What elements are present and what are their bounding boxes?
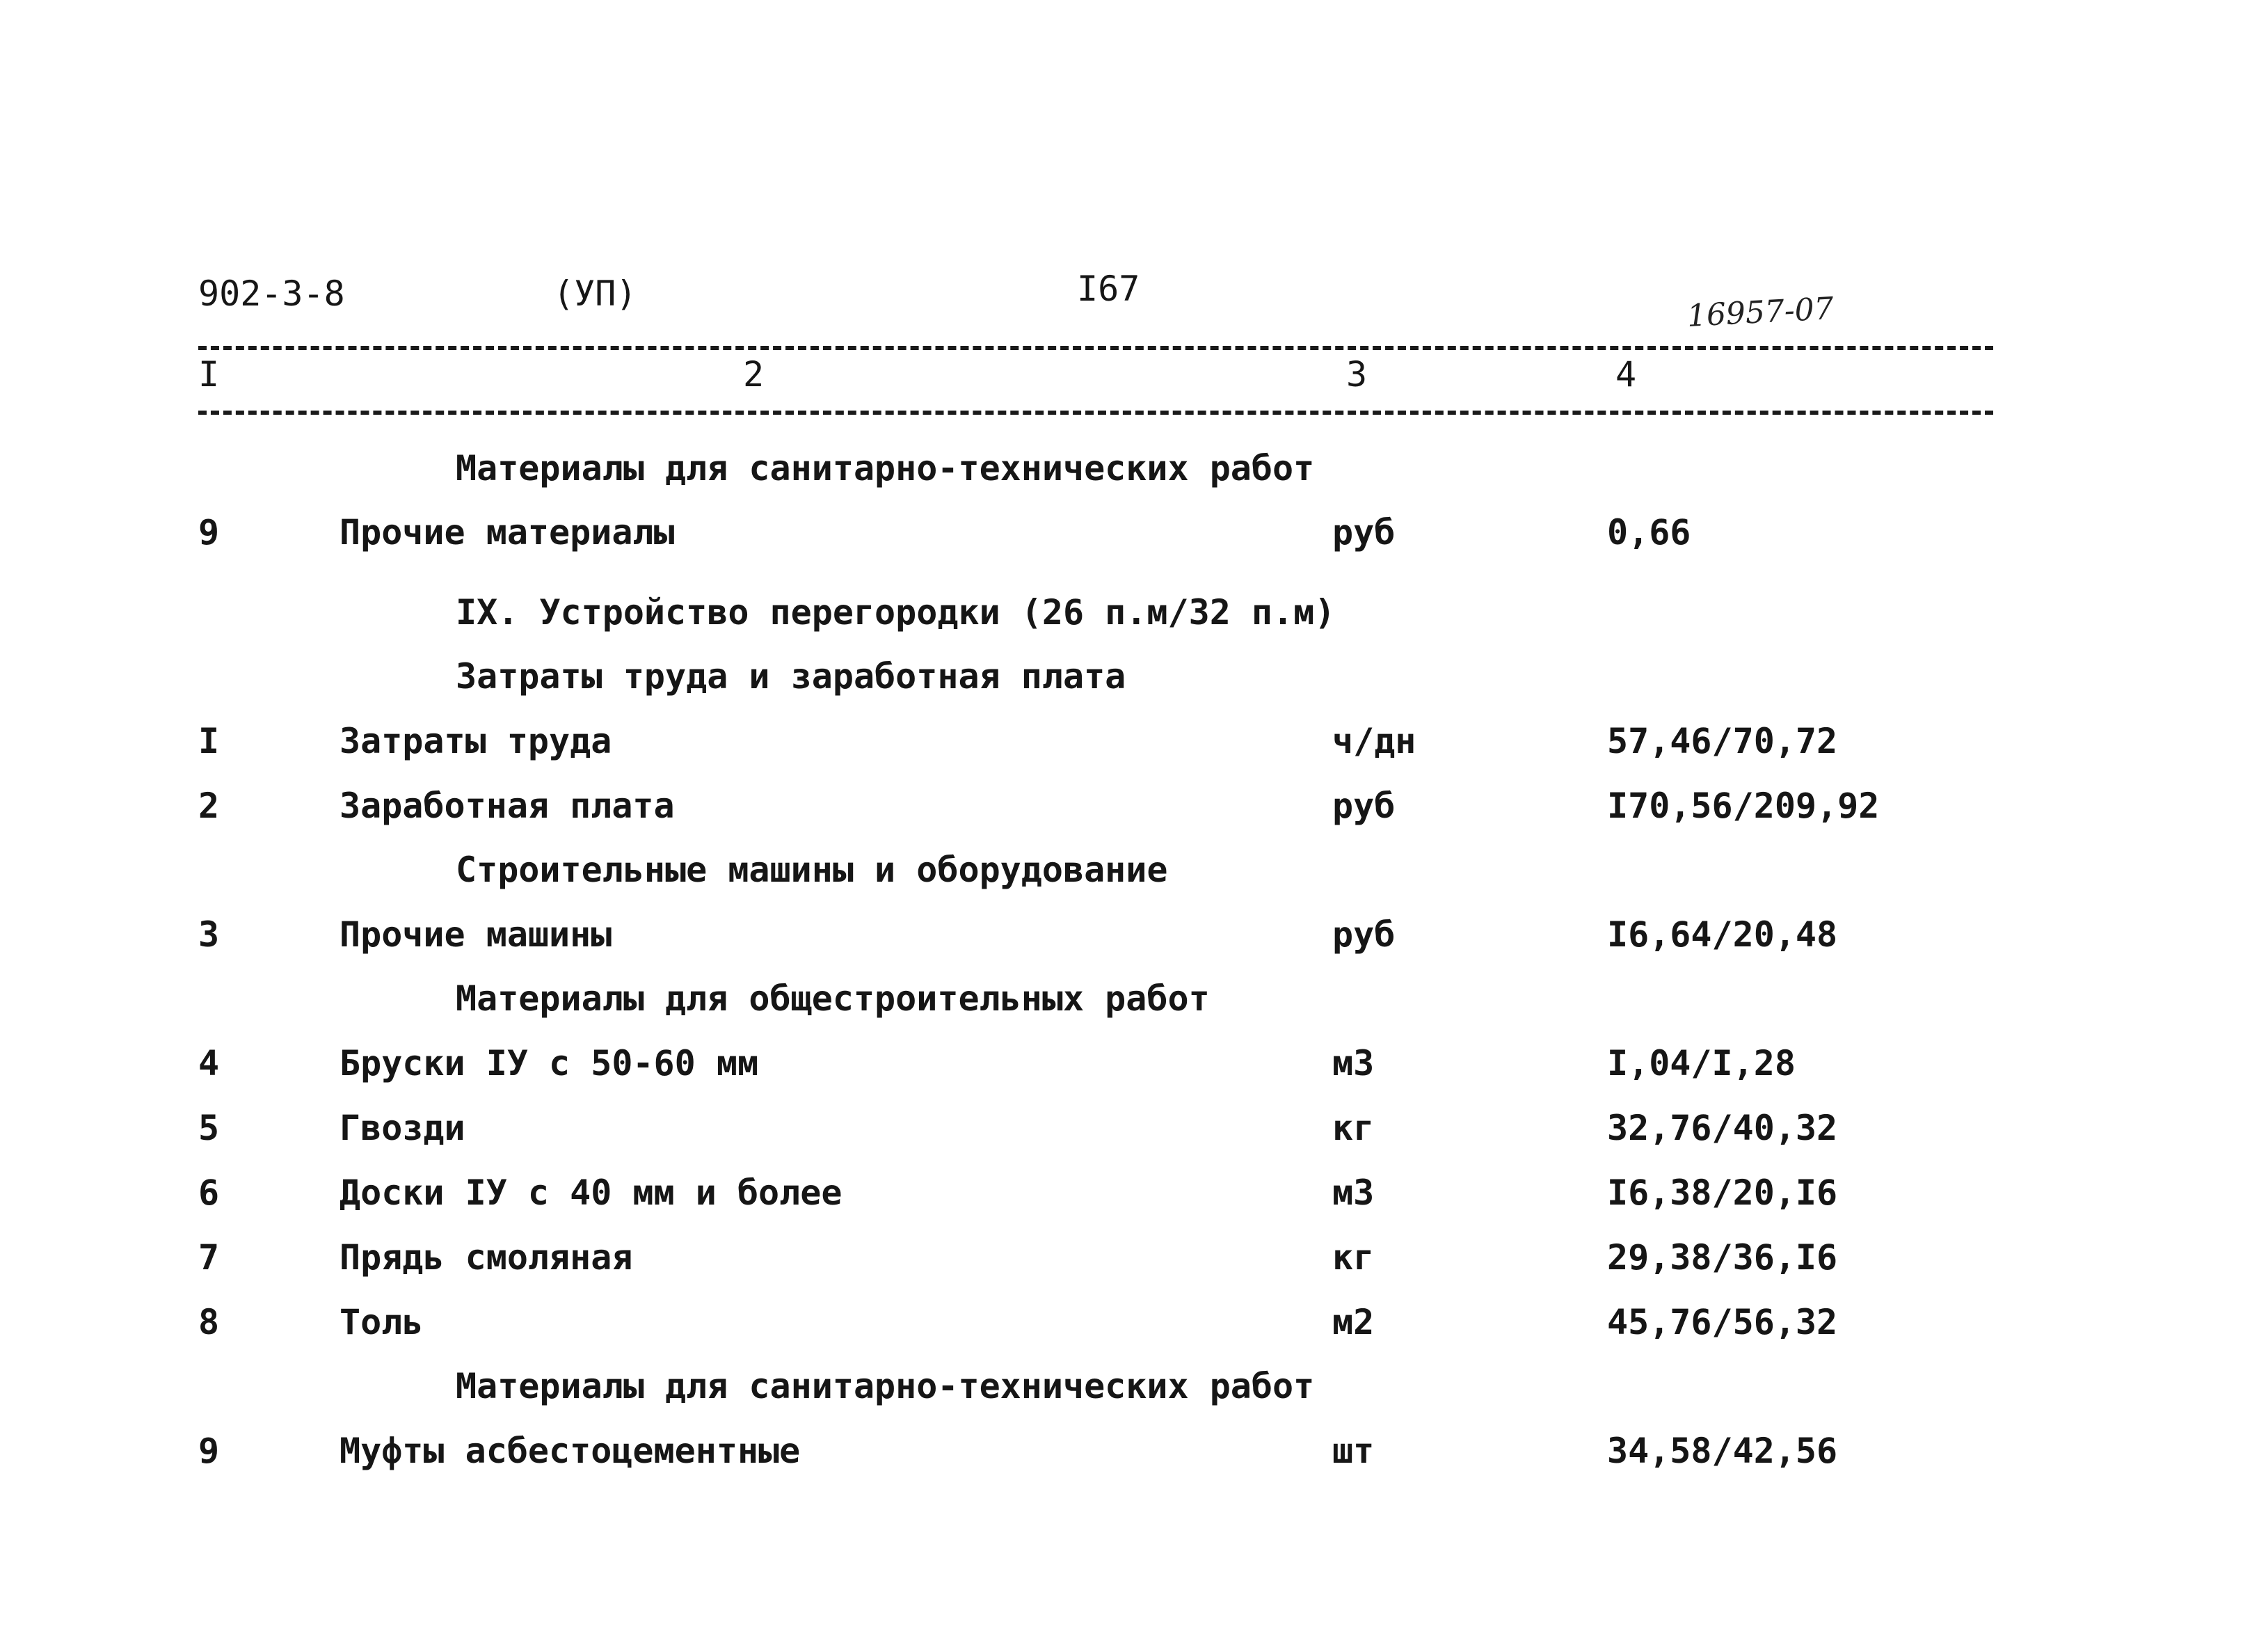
- row-value: I6,38/20,I6: [1607, 1173, 1838, 1213]
- row-value: 34,58/42,56: [1607, 1431, 1838, 1471]
- row-value: 45,76/56,32: [1607, 1302, 1838, 1342]
- album-number: (УП): [553, 273, 637, 314]
- section-title: Материалы для общестроительных работ: [456, 978, 1210, 1019]
- row-name: Прочие материалы: [340, 512, 675, 553]
- row-value: I70,56/209,92: [1607, 786, 1880, 826]
- doc-code: 902-3-8: [198, 273, 345, 314]
- column-header-3: 3: [1346, 354, 1368, 395]
- row-unit: кг: [1332, 1108, 1375, 1148]
- handwritten-reference: 16957-07: [1686, 291, 1835, 334]
- column-header-bottom-rule: [198, 411, 1993, 415]
- row-name: Прочие машины: [340, 914, 612, 955]
- row-unit: шт: [1332, 1431, 1375, 1471]
- row-value: I6,64/20,48: [1607, 914, 1838, 955]
- row-number: 9: [198, 512, 220, 553]
- row-number: I: [198, 721, 220, 761]
- row-unit: м3: [1332, 1173, 1375, 1213]
- row-unit: руб: [1332, 786, 1396, 826]
- row-number: 7: [198, 1237, 220, 1278]
- row-number: 8: [198, 1302, 220, 1342]
- row-name: Толь: [340, 1302, 424, 1342]
- column-header-4: 4: [1615, 354, 1637, 395]
- section-title: Материалы для санитарно-технических работ: [456, 448, 1315, 489]
- row-number: 5: [198, 1108, 220, 1148]
- row-name: Муфты асбестоцементные: [340, 1431, 801, 1471]
- row-unit: м2: [1332, 1302, 1375, 1342]
- section-heading-ix: IX. Устройство перегородки (26 п.м/32 п.м): [456, 592, 1336, 633]
- row-number: 3: [198, 914, 220, 955]
- row-unit: руб: [1332, 914, 1396, 955]
- row-unit: кг: [1332, 1237, 1375, 1278]
- row-number: 4: [198, 1043, 220, 1083]
- row-name: Прядь смоляная: [340, 1237, 633, 1278]
- row-value: 32,76/40,32: [1607, 1108, 1838, 1148]
- row-name: Доски IУ с 40 мм и более: [340, 1173, 842, 1213]
- section-title: Затраты труда и заработная плата: [456, 656, 1126, 697]
- row-value: 57,46/70,72: [1607, 721, 1838, 761]
- row-value: 0,66: [1607, 512, 1691, 553]
- row-number: 6: [198, 1173, 220, 1213]
- row-number: 9: [198, 1431, 220, 1471]
- row-value: 29,38/36,I6: [1607, 1237, 1838, 1278]
- row-value: I,04/I,28: [1607, 1043, 1796, 1083]
- section-title: Строительные машины и оборудование: [456, 850, 1168, 890]
- page-number: I67: [1077, 269, 1140, 309]
- row-unit: руб: [1332, 512, 1396, 553]
- row-unit: ч/дн: [1332, 721, 1416, 761]
- column-header-top-rule: [198, 346, 1993, 350]
- column-header-1: I: [198, 354, 220, 395]
- column-header-2: 2: [743, 354, 765, 395]
- row-name: Гвозди: [340, 1108, 465, 1148]
- row-name: Затраты труда: [340, 721, 612, 761]
- row-name: Заработная плата: [340, 786, 675, 826]
- row-unit: м3: [1332, 1043, 1375, 1083]
- section-title: Материалы для санитарно-технических работ: [456, 1366, 1315, 1406]
- row-number: 2: [198, 786, 220, 826]
- row-name: Бруски IУ с 50-60 мм: [340, 1043, 759, 1083]
